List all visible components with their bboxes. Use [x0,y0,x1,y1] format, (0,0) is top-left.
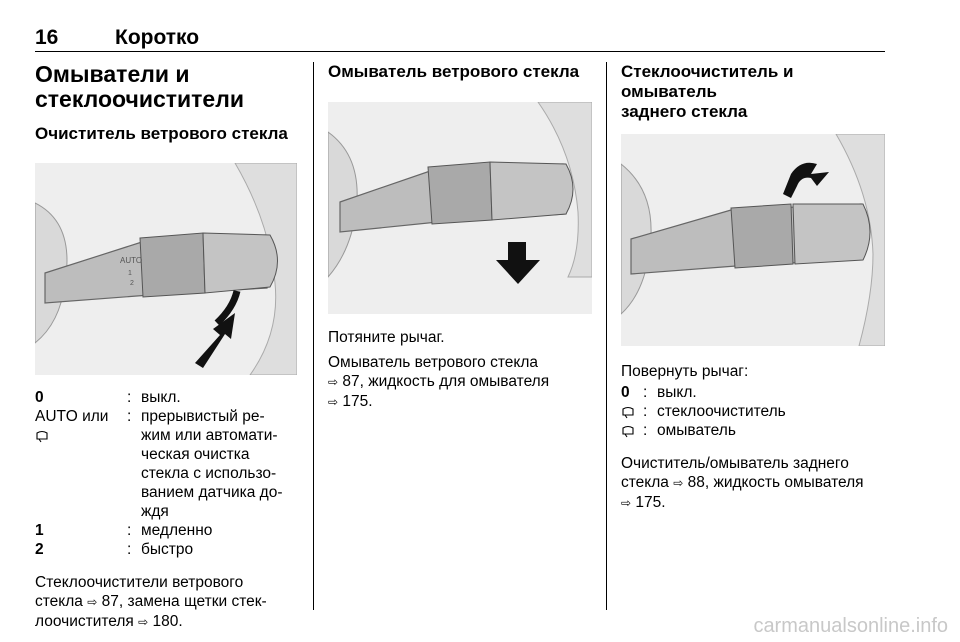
reference-note: Омыватель ветрового стекла ⇨ 87, жидкость для омывателя ⇨ 175. [328,354,550,410]
position-description: медленно [141,522,213,539]
key-separator: : [127,389,132,406]
position-description: омыватель [657,422,736,439]
page-ref-icon[interactable]: ⇨ [87,595,98,609]
position-key [621,402,643,421]
column-divider [313,62,314,610]
action-text: Потяните рычаг. [328,329,445,346]
key-separator: : [127,541,132,558]
position-key-row [35,540,297,559]
position-key-row [621,383,885,402]
rear-wiper-icon [621,405,635,418]
page-ref-icon[interactable]: ⇨ [138,615,149,629]
section-title: Омыватель ветрового стекла [328,62,580,81]
position-key-row [621,421,885,440]
page-header [35,26,885,52]
position-description: быстро [141,541,194,558]
page-ref-icon[interactable]: ⇨ [328,395,339,409]
position-key: 0 [35,389,44,406]
key-separator: : [643,384,648,401]
position-description: стеклоочиститель [657,403,786,420]
chapter-title: Коротко [115,26,200,49]
column-windshield-wiper [35,62,297,632]
position-key-row [621,402,885,421]
position-description: выкл. [657,384,697,401]
key-separator: : [643,422,648,439]
key-separator: : [643,403,648,420]
position-description: выкл. [141,389,181,406]
washer-lever-illustration [328,102,592,314]
svg-text:AUTO: AUTO [120,256,143,265]
position-key-row [35,521,297,540]
page-ref-icon[interactable]: ⇨ [673,476,684,490]
position-key-table [35,388,297,559]
page-number: 16 [35,26,59,49]
page-ref-icon[interactable]: ⇨ [621,496,632,510]
position-key: AUTO или [35,407,127,521]
position-key: 1 [35,522,44,539]
svg-text:2: 2 [130,280,134,287]
key-separator: : [127,522,132,539]
page-ref-icon[interactable]: ⇨ [328,375,339,389]
section-title: Омыватели и стеклоочистители [35,61,244,112]
rear-wiper-lever-illustration [621,134,885,346]
svg-text:1: 1 [128,270,132,277]
washer-lever-pull-icon [328,102,592,314]
position-key-table [621,383,885,440]
position-description: прерывистый ре- жим или автомати- ческая очистка стекла с использо- ванием датчика до- ждя [141,408,283,520]
auto-wiper-icon [35,429,49,442]
position-key-row [35,407,297,521]
column-windshield-washer [328,62,592,412]
column-divider [606,62,607,610]
reference-note: Стеклоочистители ветрового стекла ⇨ 87, замена щетки стек- лоочистителя ⇨ 180. [35,574,267,630]
wiper-lever-illustration [35,163,297,375]
section-title: Стеклоочиститель и омыватель заднего стекла [621,62,794,121]
rear-wiper-lever-rotate-icon [621,134,885,346]
position-key: 2 [35,541,44,558]
key-separator: : [127,408,132,425]
subsection-title: Очиститель ветрового стекла [35,124,288,143]
column-rear-wiper-washer [621,62,885,513]
rear-washer-icon [621,424,635,437]
position-key-row [35,388,297,407]
position-key: 0 [621,384,630,401]
action-text: Повернуть рычаг: [621,363,749,380]
reference-note: Очиститель/омыватель заднего стекла ⇨ 88, жидкость омывателя ⇨ 175. [621,455,864,511]
wiper-lever-down-icon [35,163,297,375]
position-key [621,421,643,440]
watermark: carmanualsonline.info [753,615,948,637]
